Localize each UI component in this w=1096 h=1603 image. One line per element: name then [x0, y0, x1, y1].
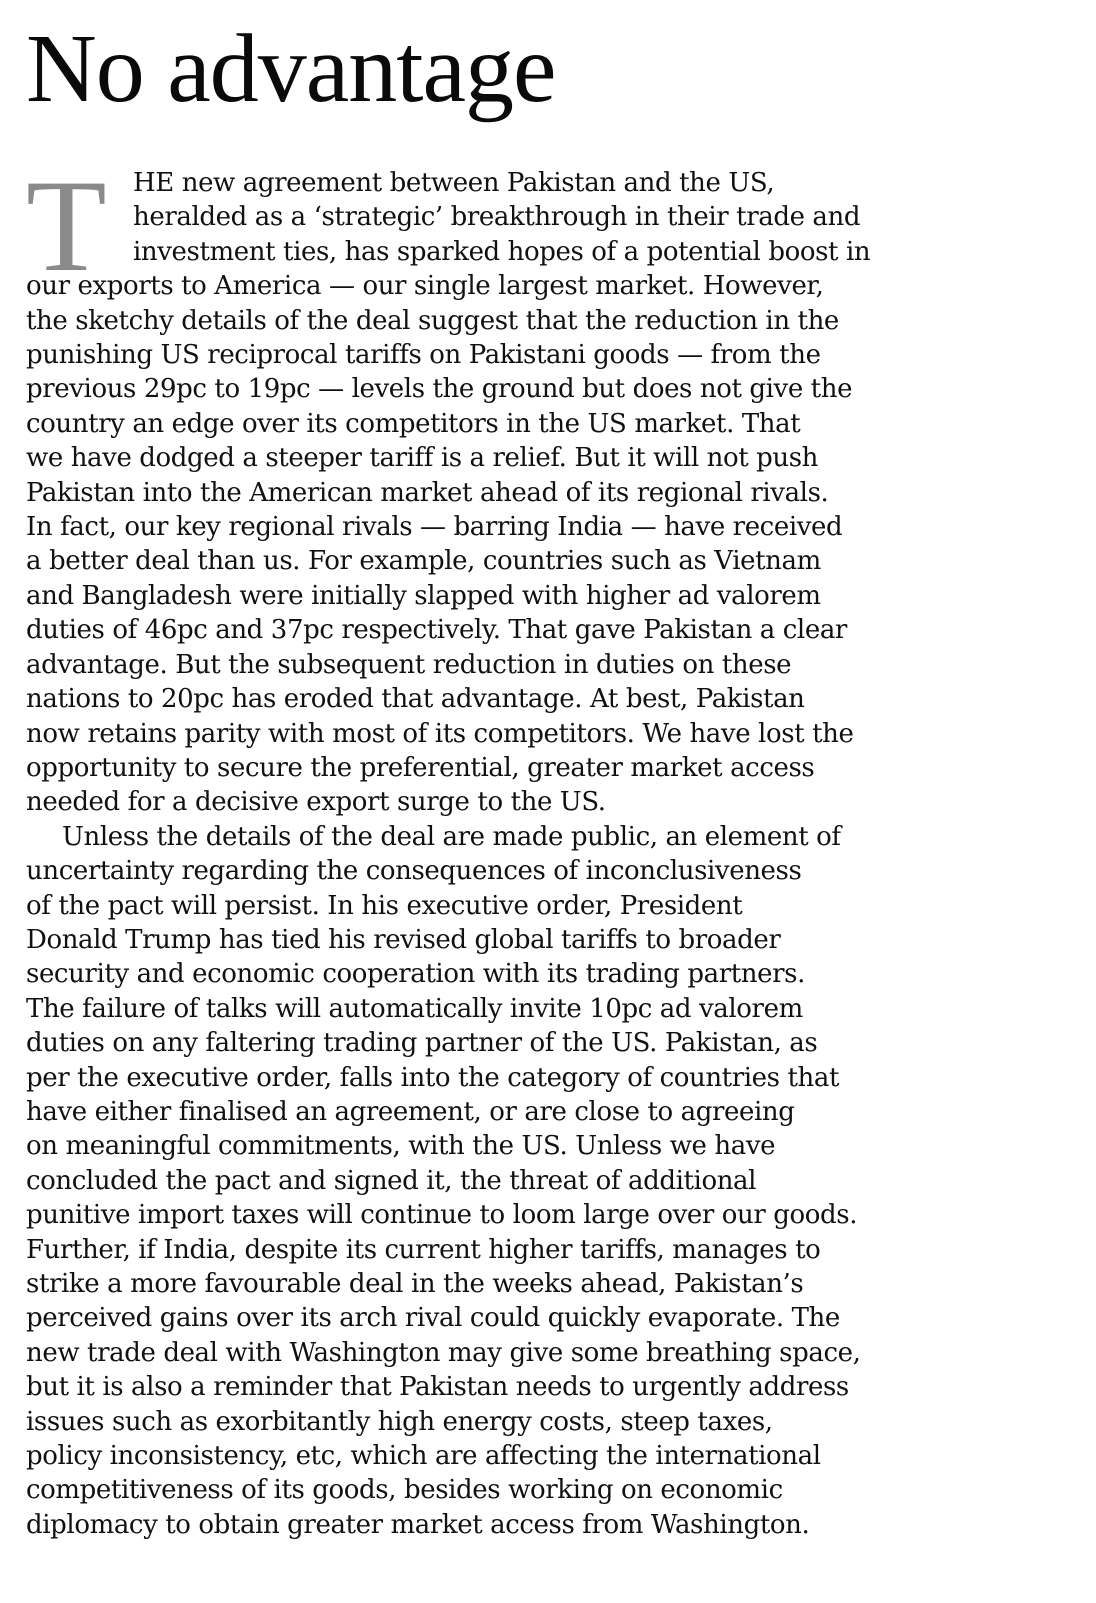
text-line: strike a more favourable deal in the weeks ahead, Pakistan’s	[26, 1269, 804, 1299]
text-line: have either finalised an agreement, or are close to agreeing	[26, 1096, 795, 1127]
text-line: uncertainty regarding the consequences of inconclusiveness	[26, 856, 802, 887]
text-line: opportunity to secure the preferential, greater market access	[26, 752, 815, 783]
text-line: per the executive order, falls into the category of countries that	[26, 1062, 840, 1093]
text-line: but it is also a reminder that Pakistan needs to urgently address	[26, 1372, 849, 1403]
text-line: country an edge over its competitors in the US market. That	[26, 408, 801, 439]
drop-cap: T	[26, 152, 107, 299]
article-body	[26, 152, 1076, 1542]
text-line: we have dodged a steeper tariff is a relief. But it will not push	[26, 443, 819, 474]
text-line: our exports to America — our single largest market. However,	[26, 271, 824, 302]
text-line: The failure of talks will automatically invite 10pc ad valorem	[26, 993, 803, 1024]
paragraph-2-lines	[26, 820, 1076, 1543]
text-line: a better deal than us. For example, countries such as Vietnam	[26, 546, 821, 577]
text-line: Unless the details of the deal are made public, an element of	[62, 821, 841, 852]
text-line: duties of 46pc and 37pc respectively. That gave Pakistan a clear	[26, 615, 847, 646]
paragraph-2	[26, 820, 1076, 1543]
text-line: on meaningful commitments, with the US. Unless we have	[26, 1131, 776, 1162]
text-line: needed for a decisive export surge to the US.	[26, 787, 606, 818]
text-line: issues such as exorbitantly high energy costs, steep taxes,	[26, 1406, 773, 1437]
text-line: of the pact will persist. In his executive order, President	[26, 890, 743, 921]
text-line: HE new agreement between Pakistan and the US,	[133, 168, 775, 198]
text-line: advantage. But the subsequent reduction in duties on these	[26, 649, 792, 680]
headline: No advantage	[26, 15, 556, 123]
paragraph-1	[26, 152, 1076, 820]
text-line: perceived gains over its arch rival could quickly evaporate. The	[26, 1303, 840, 1334]
text-line: now retains parity with most of its competitors. We have lost the	[26, 718, 854, 749]
text-line: security and economic cooperation with its trading partners.	[26, 959, 805, 990]
text-line: policy inconsistency, etc, which are affecting the international	[26, 1441, 821, 1472]
text-line: punitive import taxes will continue to loom large over our goods.	[26, 1200, 858, 1231]
text-line: punishing US reciprocal tariffs on Pakistani goods — from the	[26, 340, 821, 371]
text-line: diplomacy to obtain greater market access from Washington.	[26, 1509, 810, 1540]
text-line: competitiveness of its goods, besides working on economic	[26, 1475, 783, 1506]
text-line: Pakistan into the American market ahead of its regional rivals.	[26, 477, 829, 508]
text-line: duties on any faltering trading partner of the US. Pakistan, as	[26, 1028, 818, 1059]
text-line: previous 29pc to 19pc — levels the ground but does not give the	[26, 374, 853, 405]
text-line: Further, if India, despite its current higher tariffs, manages to	[26, 1234, 821, 1265]
editorial-article	[26, 0, 1076, 1542]
text-line: Donald Trump has tied his revised global tariffs to broader	[26, 924, 781, 955]
text-line: nations to 20pc has eroded that advantage. At best, Pakistan	[26, 684, 805, 715]
text-line: investment ties, has sparked hopes of a potential boost in	[133, 236, 871, 267]
text-line: the sketchy details of the deal suggest that the reduction in the	[26, 305, 839, 336]
text-line: heralded as a ‘strategic’ breakthrough in their trade and	[133, 202, 861, 233]
text-line: and Bangladesh were initially slapped with higher ad valorem	[26, 580, 821, 611]
paragraph-1-lines	[26, 166, 1076, 820]
text-line: concluded the pact and signed it, the threat of additional	[26, 1165, 757, 1196]
text-line: In fact, our key regional rivals — barring India — have received	[26, 512, 843, 543]
text-line: new trade deal with Washington may give some breathing space,	[26, 1337, 861, 1368]
